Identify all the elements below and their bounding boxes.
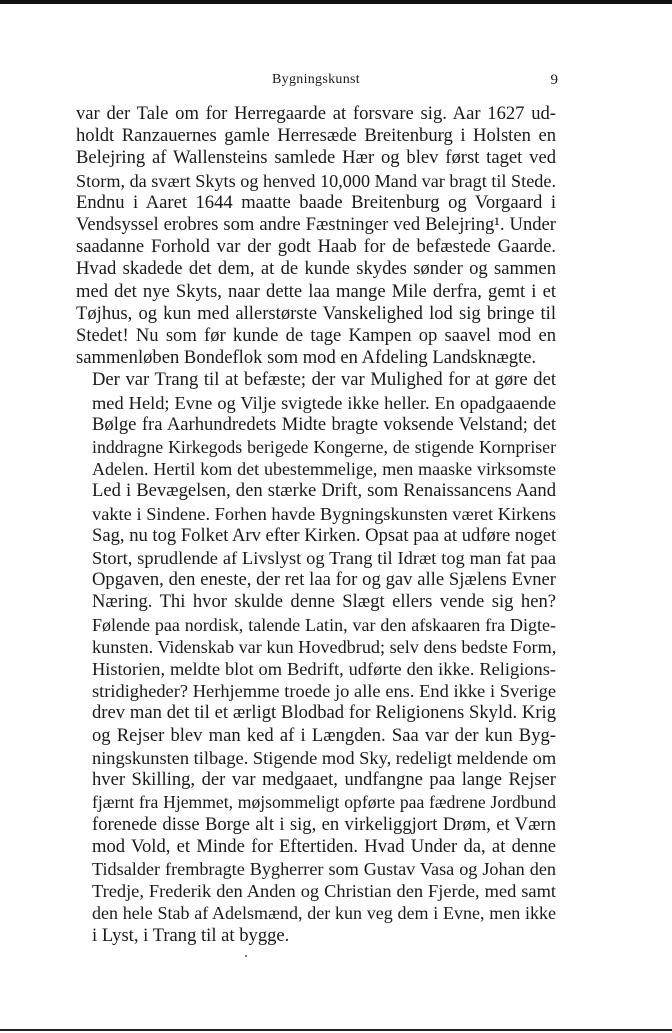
text-line: Vendsyssel erobres som andre Fæstninger ved Belejring¹. Under [76, 214, 556, 236]
text-line: Bølge fra Aarhundredets Midte bragte voksende Velstand; det [92, 413, 556, 435]
text-line: den hele Stab af Adelsmænd, der kun veg dem i Evne, men ikke [92, 903, 556, 924]
running-head [76, 72, 556, 94]
text-line: Hvad skadede det dem, at de kunde skydes sønder og sammen [76, 258, 556, 280]
text-line: Endnu i Aaret 1644 maatte baade Breitenburg og Vorgaard i [76, 191, 556, 213]
text-line: med Held; Evne og Vilje svigtede ikke heller. En opadgaaende [92, 392, 556, 413]
text-line: forenede disse Borge alt i sig, en virkeliggjort Drøm, et Værn [92, 813, 556, 835]
text-line: vakte i Sindene. Forhen havde Bygningskunsten været Kirkens [92, 503, 556, 524]
text-line: med det nye Skyts, naar dette laa mange Mile derfra, gemt i et [76, 280, 556, 302]
text-line: fjærnt fra Hjemmet, møjsommeligt opførte paa fædrene Jordbund [92, 792, 556, 813]
text-line: drev man det til et ærligt Blodbad for Religionens Skyld. Krig [92, 702, 556, 724]
running-title: Bygningskunst [272, 72, 360, 87]
text-line: holdt Ranzauernes gamle Herresæde Breitenburg i Holsten en [76, 125, 556, 147]
text-line: mod Vold, et Minde for Eftertiden. Hvad Under da, at denne [92, 835, 556, 857]
text-line: Stort, sprudlende af Livslyst og Trang til Idræt tog man fat paa [92, 548, 556, 569]
text-line: saadanne Forhold var der godt Haab for de befæstede Gaarde. [76, 236, 556, 258]
text-line: i Lyst, i Trang til at bygge. [92, 924, 290, 946]
top-page-edge [0, 0, 672, 4]
text-line: Stedet! Nu som før kunde de tage Kampen op saavel mod en [76, 325, 556, 347]
text-line: kunsten. Videnskab var kun Hovedbrud; selv dens bedste Form, [92, 636, 557, 657]
text-line: inddragne Kirkegods berigede Kongerne, de stigende Kornpriser [92, 437, 556, 458]
text-line: Led i Bevægelsen, den stærke Drift, som Renaissancens Aand [92, 480, 556, 502]
body-text [76, 103, 556, 947]
text-line: Der var Trang til at befæste; der var Mulighed for at gøre det [92, 369, 556, 391]
text-line: var der Tale om for Herregaarde at forsvare sig. Aar 1627 ud- [76, 103, 556, 124]
paragraph [76, 103, 556, 369]
text-line: Historien, meldte blot om Bedrift, udførte den ikke. Religions- [92, 659, 556, 680]
text-line: og Rejser blev man ked af i Længden. Saa var der kun Byg- [92, 724, 556, 746]
text-line: sammenløben Bondeflok som mod en Afdeling Landsknægte. [76, 347, 537, 369]
paragraph [76, 369, 556, 946]
text-line: stridigheder? Herhjemme troede jo alle ens. End ikke i Sverige [92, 681, 556, 702]
text-line: Storm, da svært Skyts og henved 10,000 Mand var bragt til Stede. [76, 170, 556, 191]
text-line: Næring. Thi hvor skulde denne Slægt ellers vende sig hen? [92, 591, 556, 613]
text-line: Tredje, Frederik den Anden og Christian den Fjerde, med samt [92, 881, 556, 902]
text-line: Adelen. Hertil kom det ubestemmelige, men maaske virksomste [92, 459, 556, 480]
text-line: Tidsalder frembragte Bygherrer som Gustav Vasa og Johan den [92, 858, 556, 879]
text-line: ningskunsten tilbage. Stigende mod Sky, redeligt meldende om [92, 747, 557, 768]
text-line: Opgaven, den eneste, der ret laa for og gav alle Sjælens Evner [92, 569, 556, 591]
text-line: hver Skilling, der var medgaaet, undfangne paa lange Rejser [92, 769, 556, 791]
text-line: Belejring af Wallensteins samlede Hær og blev først taget ved [76, 147, 556, 169]
page-number: 9 [550, 72, 558, 88]
text-line: Sag, nu tog Folket Arv efter Kirken. Opsat paa at udføre noget [92, 524, 557, 546]
bottom-page-edge [0, 1029, 672, 1031]
text-line: Tøjhus, og kun med allerstørste Vanskelighed lod sig bringe til [76, 302, 556, 324]
paper-speck [245, 955, 247, 957]
text-line: Følende paa nordisk, talende Latin, var den afskaaren fra Digte- [92, 614, 556, 635]
